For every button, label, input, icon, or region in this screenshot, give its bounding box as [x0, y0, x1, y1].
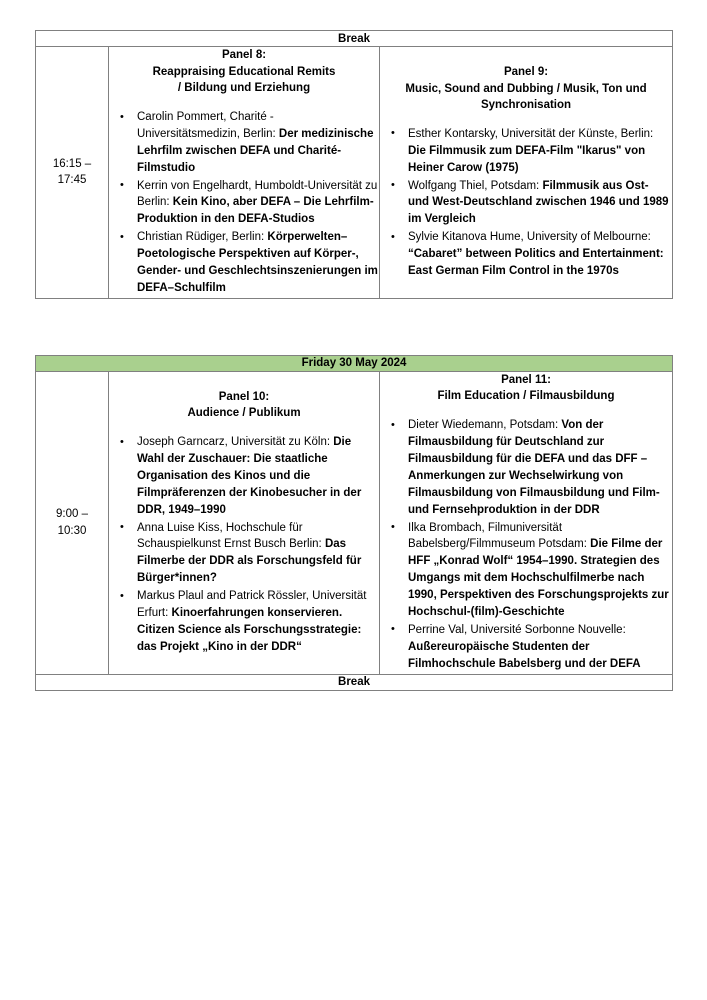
panel-8-title-line-2: Reappraising Educational Remits — [152, 65, 336, 78]
panel-11-title-line-2: Film Education / Filmausbildung — [437, 390, 615, 403]
break-label-top: Break — [36, 31, 673, 47]
panel-10-title-line-1: Panel 10: — [218, 390, 270, 403]
list-item — [109, 109, 379, 177]
talk-speaker: Kerrin von Engelhardt, Humboldt-Universität zu Berlin: — [137, 179, 378, 209]
day-banner-label: Friday 30 May 2024 — [36, 355, 673, 371]
talk-title: Die Filme der HFF „Konrad Wolf“ 1954–1990. Strategien des Umgangs mit dem Hochschulfilmerbe nach 1990, Perspektiven des Forschungsprojekts zur Hochschul-(film)-Geschichte — [408, 538, 669, 618]
panel-cell-9 — [380, 47, 673, 299]
talk-speaker: Markus Plaul and Patrick Rössler, Universität Erfurt: — [137, 590, 367, 619]
list-item — [109, 434, 379, 518]
panel-8-title-line-1: Panel 8: — [221, 49, 267, 61]
break-row-bottom — [36, 674, 673, 690]
talk-speaker: Christian Rüdiger, Berlin: — [137, 231, 268, 244]
list-item — [109, 178, 379, 229]
talk-speaker: Dieter Wiedemann, Potsdam: — [408, 419, 562, 432]
talk-title: Filmmusik aus Ost- und West-Deutschland zwischen 1946 und 1989 im Vergleich — [408, 179, 669, 226]
session-row-1615 — [36, 47, 673, 299]
break-row-top — [36, 31, 673, 47]
talk-speaker: Sylvie Kitanova Hume, University of Melbourne: — [408, 231, 651, 244]
talk-title: Außereuropäische Studenten der Filmhochschule Babelsberg und der DEFA — [408, 640, 641, 670]
panel-9-title — [380, 64, 672, 114]
panel-10-title-line-2: Audience / Publikum — [187, 407, 301, 420]
time-cell-1615 — [36, 47, 109, 299]
panel-cell-11 — [380, 371, 673, 674]
talk-speaker: Esther Kontarsky, Universität der Künste, Berlin: — [408, 127, 654, 140]
panel-8-title-line-3: / Bildung und Erziehung — [177, 82, 311, 95]
panel-9-title-line-1: Panel 9: — [503, 65, 549, 78]
table-gap — [35, 299, 672, 355]
panel-9-talk-list — [380, 126, 672, 280]
talk-speaker: Joseph Garncarz, Universität zu Köln: — [137, 436, 334, 449]
panel-9-title-line-2: Music, Sound and Dubbing / Musik, Ton und — [405, 82, 647, 95]
panel-10-talk-list — [109, 434, 379, 656]
talk-title: Von der Filmausbildung für Deutschland zur Filmausbildung für die DEFA und das DFF – Anmerkungen zur Wechselwirkung von Filmausbildung von Filmausbildung und Film- und Fernsehproduktion in der DDR — [408, 419, 660, 516]
panel-cell-10 — [109, 371, 380, 674]
panel-10-title — [109, 389, 379, 422]
list-item — [109, 588, 379, 656]
talk-title: Die Wahl der Zuschauer: Die staatliche Organisation des Kinos und die Filmpräferenzen der Kinobesucher in der DDR, 1949–1990 — [137, 436, 362, 516]
talk-title: Kein Kino, aber DEFA – Die Lehrfilm-Produktion in den DEFA-Studios — [137, 196, 374, 226]
panel-8-talk-list — [109, 109, 379, 297]
list-item — [380, 520, 672, 621]
panel-11-title — [380, 372, 672, 405]
panel-9-title-line-3: Synchronisation — [480, 99, 572, 112]
talk-title: Körperwelten–Poetologische Perspektiven auf Körper-, Gender- und Geschlechtsinszenierungen im DEFA–Schulfilm — [137, 231, 378, 294]
talk-title: Kinoerfahrungen konservieren. Citizen Science als Forschungsstrategie: das Projekt „Kino in der DDR“ — [137, 606, 362, 653]
time-line-1: 16:15 – — [52, 157, 92, 170]
panel-11-title-line-1: Panel 11: — [501, 373, 551, 386]
time-line-2: 17:45 — [57, 174, 87, 187]
list-item — [380, 417, 672, 518]
list-item — [109, 520, 379, 588]
list-item — [380, 229, 672, 280]
list-item — [380, 178, 672, 229]
talk-title: Der medizinische Lehrfilm zwischen DEFA und Charité-Filmstudio — [137, 127, 374, 174]
list-item — [109, 229, 379, 297]
list-item — [380, 126, 672, 177]
talk-speaker: Perrine Val, Université Sorbonne Nouvelle: — [408, 623, 626, 636]
panel-cell-8 — [109, 47, 380, 299]
time-cell-0900 — [36, 371, 109, 674]
session-row-0900 — [36, 371, 673, 674]
talk-speaker: Anna Luise Kiss, Hochschule für Schauspielkunst Ernst Busch Berlin: — [137, 521, 325, 551]
panel-8-title — [109, 47, 379, 97]
talk-speaker: Ilka Brombach, Filmuniversität Babelsberg/Filmmuseum Potsdam: — [408, 521, 591, 551]
talk-speaker: Wolfgang Thiel, Potsdam: — [408, 179, 543, 192]
list-item — [380, 622, 672, 673]
talk-speaker: Carolin Pommert, Charité - Universitätsmedizin, Berlin: — [137, 111, 279, 140]
schedule-table-friday — [35, 355, 673, 691]
talk-title: “Cabaret” between Politics and Entertainment: East German Film Control in the 1970s — [408, 248, 664, 278]
day-banner-row — [36, 355, 673, 371]
schedule-table-thursday — [35, 30, 673, 299]
time-line-2: 10:30 — [57, 524, 87, 537]
talk-title: Die Filmmusik zum DEFA-Film "Ikarus" von Heiner Carow (1975) — [408, 144, 646, 174]
talk-title: Das Filmerbe der DDR als Forschungsfeld für Bürger*innen? — [137, 538, 362, 585]
break-label-bottom: Break — [36, 674, 673, 690]
schedule-page — [35, 30, 672, 691]
panel-11-talk-list — [380, 417, 672, 672]
time-line-1: 9:00 – — [56, 507, 88, 520]
